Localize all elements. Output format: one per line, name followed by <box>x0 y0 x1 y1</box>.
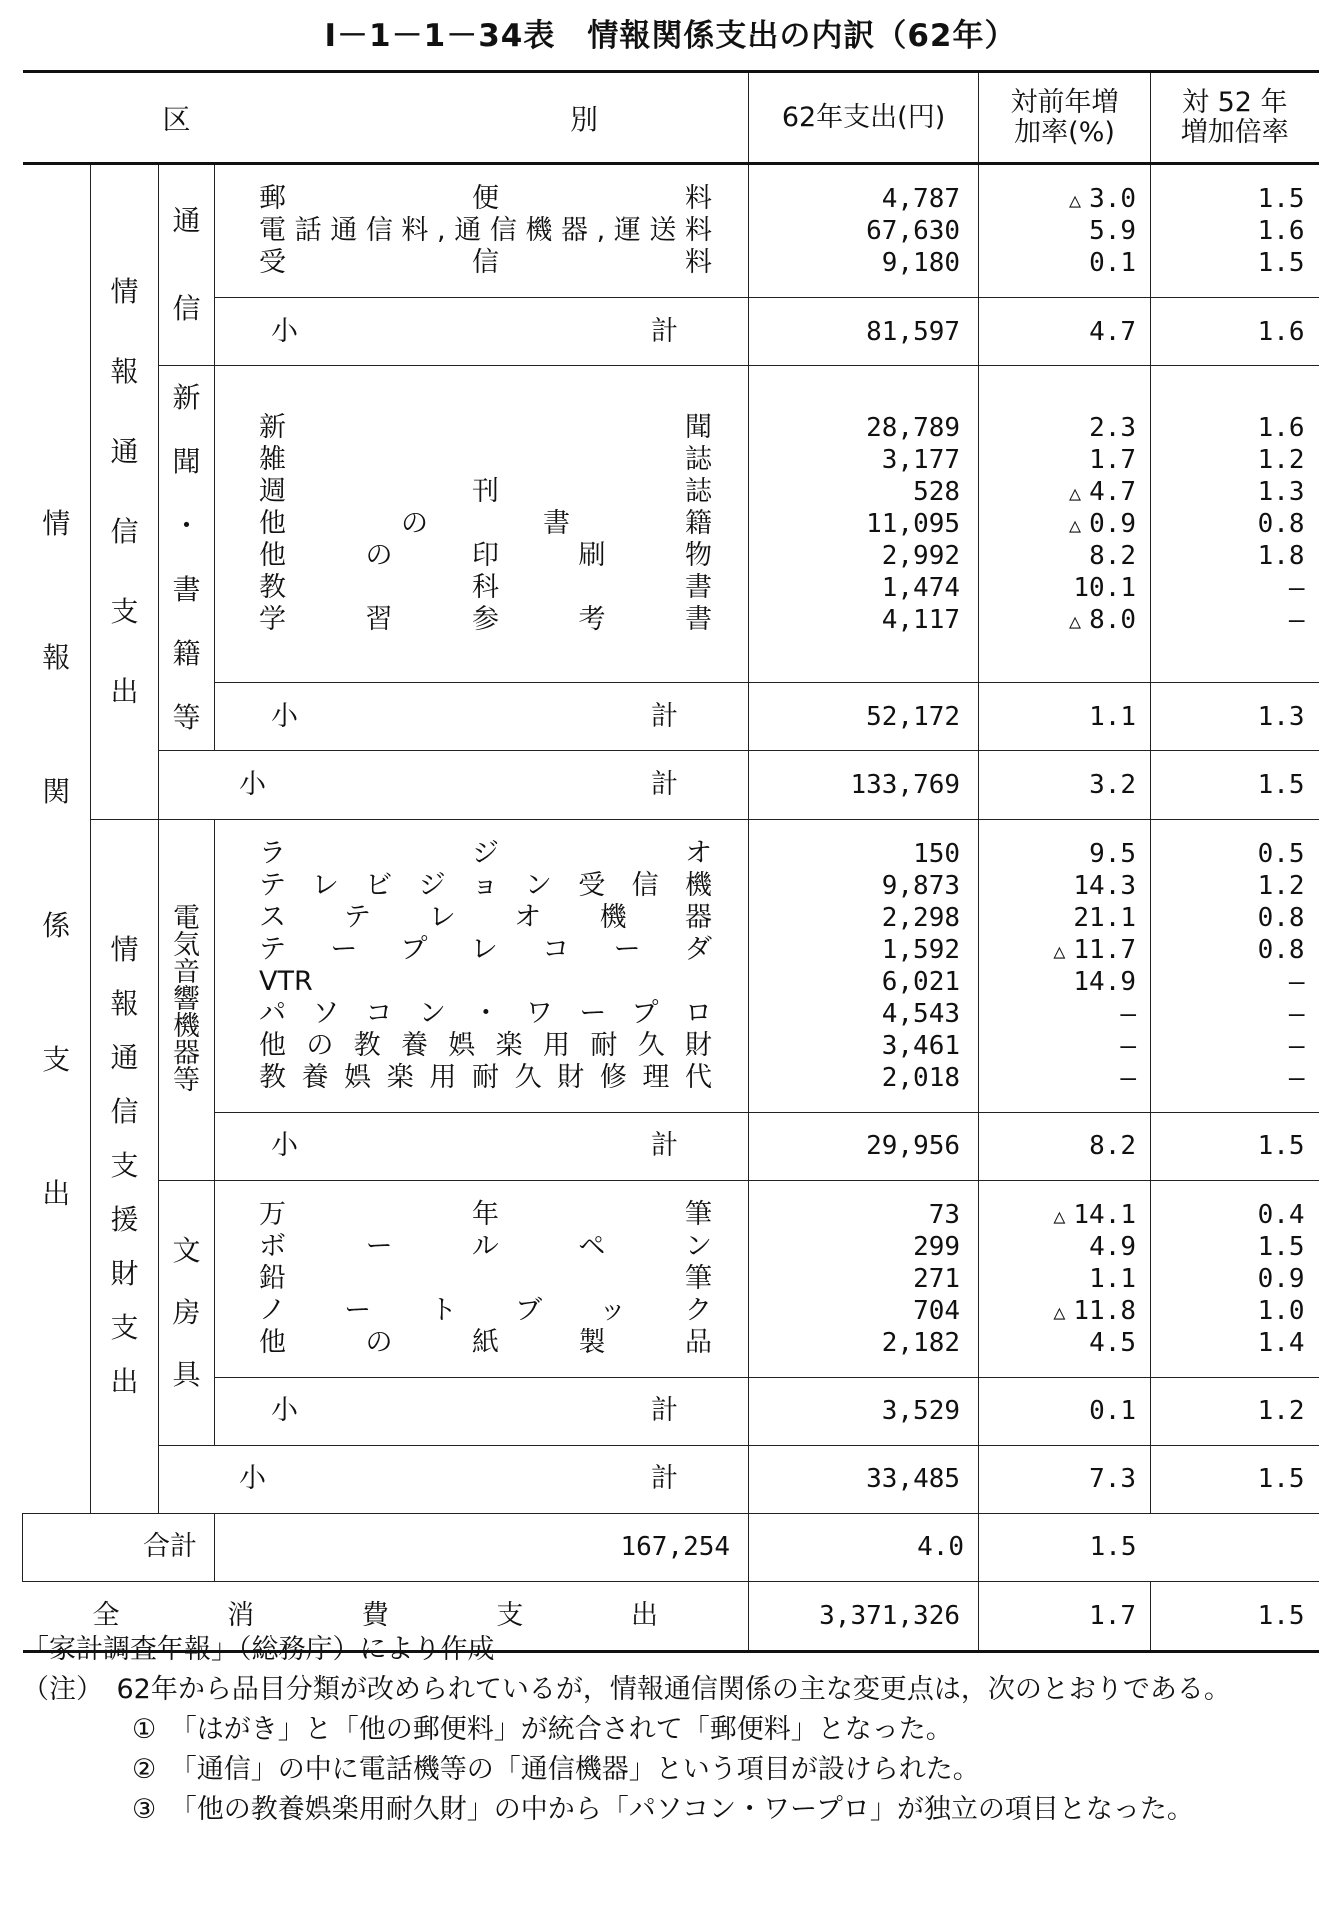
item-ratio: 0.5 <box>1257 838 1305 869</box>
item-name: 電話通信料,通信機器,運送料 <box>259 215 713 246</box>
support-subtotal-yoy: 7.3 <box>1089 1464 1137 1494</box>
item-ratio: 1.3 <box>1257 477 1305 507</box>
item-yoy: △ 4.7 <box>1069 477 1137 507</box>
support-subtotal-label: 小計 <box>159 1445 749 1513</box>
item-yoy: △ 8.0 <box>1069 605 1137 635</box>
vertical-label-char: 情 <box>110 933 139 966</box>
item-name: 鉛筆 <box>259 1262 713 1294</box>
vertical-label-char: 音 <box>173 957 200 988</box>
item-value: 299 <box>913 1231 961 1262</box>
note-text: 62年から品目分類が改められているが，情報通信関係の主な変更点は，次のとおりである。 <box>116 1674 1231 1705</box>
vertical-label-char: 関 <box>42 774 71 808</box>
item-ratio: ― <box>1288 1030 1305 1061</box>
grand-total-yoy: 4.0 <box>917 1532 965 1562</box>
news-subtotal-label: 小計 <box>215 683 749 751</box>
item-ratio: 1.0 <box>1257 1295 1305 1326</box>
elec-subtotal-label: 小計 <box>215 1112 749 1180</box>
item-name: ラジオ <box>259 837 713 869</box>
item-ratio: 1.5 <box>1257 184 1305 214</box>
comm-subtotal-value: 81,597 <box>866 316 961 347</box>
item-name: 新聞 <box>259 412 713 443</box>
news-subtotal-value: 52,172 <box>866 701 961 732</box>
vertical-label-char: 出 <box>42 1176 71 1210</box>
item-ratio: 1.6 <box>1257 413 1305 443</box>
all-consumption-value: 3,371,326 <box>819 1600 961 1631</box>
table-title: Ⅰ－1－1－34表 情報関係支出の内訳（62年） <box>324 18 1017 54</box>
stationery-items <box>215 1180 749 1377</box>
vertical-label-char: 電 <box>173 903 200 934</box>
comm-subtotal-ratio: 1.6 <box>1257 316 1305 347</box>
comm-values <box>749 164 979 298</box>
vertical-label-char: 支 <box>110 1311 139 1344</box>
item-name: ノートブック <box>259 1294 713 1326</box>
comm-subtotal-row <box>23 298 1319 366</box>
elec-items <box>215 819 749 1112</box>
support-subtotal-row <box>23 1445 1319 1513</box>
elec-subtotal-value: 29,956 <box>866 1131 961 1161</box>
info-comm-subtotal-value: 133,769 <box>850 769 961 800</box>
header-vs52 <box>1151 72 1319 164</box>
comm-group-row <box>23 164 1319 298</box>
vertical-label-char: 文 <box>172 1233 201 1267</box>
news-yoy <box>979 366 1151 683</box>
stationery-subtotal-ratio: 1.2 <box>1257 1396 1305 1426</box>
item-ratio: ― <box>1288 605 1305 635</box>
info-total-label <box>23 164 91 1514</box>
elec-ratio <box>1151 819 1319 1112</box>
source-note: 「家計調査年報」（総務庁）により作成 <box>22 1634 495 1665</box>
header-expenditure: 62年支出(円) <box>749 72 979 164</box>
item-ratio: 1.2 <box>1257 445 1305 475</box>
stationery-yoy <box>979 1180 1151 1377</box>
item-yoy: 14.3 <box>1073 870 1137 901</box>
news-subtotal-yoy: 1.1 <box>1089 701 1137 732</box>
news-values <box>749 366 979 683</box>
vertical-label-char: 出 <box>110 674 139 708</box>
item-yoy: 14.9 <box>1073 966 1137 997</box>
negative-triangle-icon: △ <box>1053 1203 1066 1228</box>
item-value: 3,461 <box>881 1030 961 1061</box>
item-ratio: ― <box>1288 1062 1305 1093</box>
item-ratio: 1.4 <box>1257 1327 1305 1358</box>
item-value: 2,182 <box>881 1327 961 1358</box>
support-subtotal-value: 33,485 <box>866 1464 961 1494</box>
item-ratio: ― <box>1288 966 1305 997</box>
item-name: 他の教養娯楽用耐久財 <box>259 1029 713 1061</box>
elec-group-row <box>23 819 1319 1112</box>
item-name: 教科書 <box>259 572 713 603</box>
item-value: 528 <box>913 477 961 507</box>
vertical-label-char: 支 <box>110 1149 139 1182</box>
elec-subtotal-ratio: 1.5 <box>1257 1131 1305 1161</box>
vertical-label-char: 等 <box>172 701 201 734</box>
support-label <box>91 819 159 1513</box>
info-comm-subtotal-yoy: 3.2 <box>1089 769 1137 800</box>
header-yoy-line1: 対前年増 <box>1010 86 1119 118</box>
item-yoy: 4.9 <box>1089 1231 1137 1262</box>
comm-subtotal-label: 小計 <box>215 298 749 366</box>
vertical-label-char: 気 <box>173 930 200 961</box>
vertical-label-char: 報 <box>110 987 139 1020</box>
item-ratio: ― <box>1288 573 1305 603</box>
comm-subtotal-yoy: 4.7 <box>1089 316 1137 347</box>
news-subtotal-row <box>23 683 1319 751</box>
item-name: ボールペン <box>259 1230 713 1262</box>
item-value: 4,117 <box>881 605 961 635</box>
item-value: 6,021 <box>881 966 961 997</box>
vertical-label-char: 通 <box>110 1041 139 1074</box>
header-row <box>23 72 1319 164</box>
item-yoy: 21.1 <box>1073 902 1137 933</box>
stationery-label <box>159 1180 215 1445</box>
item-yoy: △ 14.1 <box>1053 1199 1137 1230</box>
vertical-label-char: 籍 <box>172 637 201 670</box>
header-category-a: 区 <box>162 102 191 136</box>
comm-yoy <box>979 164 1151 298</box>
item-name: 教養娯楽用耐久財修理代 <box>259 1061 713 1093</box>
expenditure-table <box>22 70 1319 1653</box>
item-value: 150 <box>913 838 961 869</box>
support-subtotal-ratio: 1.5 <box>1257 1464 1305 1494</box>
elec-subtotal-row <box>23 1112 1319 1180</box>
item-ratio: 1.2 <box>1257 870 1305 901</box>
item-yoy: 2.3 <box>1089 413 1137 443</box>
vertical-label-char: ・ <box>172 509 201 542</box>
item-value: 1,474 <box>881 573 961 603</box>
vertical-label-char: 出 <box>110 1365 139 1398</box>
note-point-2: ② 「通信」の中に電話機等の「通信機器」という項目が設けられた。 <box>132 1754 980 1785</box>
info-comm-label <box>91 164 159 820</box>
note-point-1: ① 「はがき」と「他の郵便料」が統合されて「郵便料」となった。 <box>132 1714 953 1745</box>
negative-triangle-icon: △ <box>1053 938 1066 963</box>
vertical-label-char: 報 <box>110 354 139 388</box>
item-value: 3,177 <box>881 445 961 475</box>
vertical-label-char: 器 <box>173 1038 200 1069</box>
info-comm-subtotal-label: 小計 <box>159 751 749 819</box>
all-consumption-ratio: 1.5 <box>1257 1600 1305 1631</box>
header-category-b: 別 <box>570 102 599 136</box>
news-label <box>159 366 215 751</box>
item-ratio: 0.8 <box>1257 934 1305 965</box>
elec-subtotal-yoy: 8.2 <box>1089 1131 1137 1161</box>
item-yoy: 9.5 <box>1089 838 1137 869</box>
negative-triangle-icon: △ <box>1069 609 1082 633</box>
news-ratio <box>1151 366 1319 683</box>
item-ratio: 0.4 <box>1257 1199 1305 1230</box>
note-point-3: ③ 「他の教養娯楽用耐久財」の中から「パソコン・ワープロ」が独立の項目となった。 <box>132 1794 1194 1825</box>
item-name: テレビジョン受信機 <box>259 869 713 901</box>
item-yoy: 5.9 <box>1089 216 1137 246</box>
grand-total-row <box>23 1513 1319 1581</box>
vertical-label-char: 支 <box>110 594 139 628</box>
header-yoy-line2: 加率(%) <box>1014 116 1115 148</box>
note-label: （注） <box>22 1674 90 1705</box>
vertical-label-char: 具 <box>172 1357 201 1391</box>
vertical-label-char: 機 <box>173 1011 200 1042</box>
item-ratio: 0.9 <box>1257 1263 1305 1294</box>
stationery-group-row <box>23 1180 1319 1377</box>
negative-triangle-icon: △ <box>1069 481 1082 505</box>
elec-yoy <box>979 819 1151 1112</box>
item-value: 9,873 <box>881 870 961 901</box>
news-group-row <box>23 366 1319 683</box>
stationery-subtotal-yoy: 0.1 <box>1089 1396 1137 1426</box>
header-vs52-line2: 増加倍率 <box>1180 116 1289 148</box>
stationery-values <box>749 1180 979 1377</box>
item-name: ステレオ機器 <box>259 901 713 933</box>
vertical-label-char: 新 <box>172 381 201 414</box>
stationery-subtotal-label: 小計 <box>215 1377 749 1445</box>
item-name: VTR <box>259 965 313 997</box>
grand-total-value: 167,254 <box>620 1532 731 1562</box>
vertical-label-char: 等 <box>173 1065 200 1096</box>
vertical-label-char: 支 <box>42 1042 71 1076</box>
vertical-label-char: 報 <box>42 640 71 674</box>
item-value: 9,180 <box>881 248 961 278</box>
elec-values <box>749 819 979 1112</box>
vertical-label-char: 通 <box>172 204 201 237</box>
item-yoy: 10.1 <box>1073 573 1137 603</box>
item-ratio: 0.8 <box>1257 902 1305 933</box>
vertical-label-char: 響 <box>173 984 200 1015</box>
vertical-label-char: 聞 <box>172 445 201 478</box>
footer-notes <box>22 1630 1322 1830</box>
item-name: 週刊誌 <box>259 476 713 507</box>
item-value: 1,592 <box>881 934 961 965</box>
item-yoy: △ 0.9 <box>1069 509 1137 539</box>
vertical-label-char: 信 <box>110 1095 139 1128</box>
item-yoy: △ 11.7 <box>1053 934 1137 965</box>
item-name: 学習参考書 <box>259 604 713 635</box>
item-value: 73 <box>928 1199 961 1230</box>
item-name: 郵便料 <box>259 183 713 214</box>
all-consumption-label: 全消費支出 <box>92 1599 659 1631</box>
item-ratio: ― <box>1288 998 1305 1029</box>
stationery-subtotal-value: 3,529 <box>881 1396 961 1426</box>
vertical-label-char: 房 <box>172 1295 201 1329</box>
vertical-label-char: 援 <box>110 1203 139 1236</box>
vertical-label-char: 信 <box>172 292 201 325</box>
item-yoy: 8.2 <box>1089 541 1137 571</box>
grand-total-label: 合計 <box>23 1513 215 1581</box>
item-ratio: 1.5 <box>1257 1231 1305 1262</box>
negative-triangle-icon: △ <box>1053 1299 1066 1324</box>
info-comm-subtotal-row <box>23 751 1319 819</box>
grand-total-ratio: 1.5 <box>1089 1532 1137 1562</box>
vertical-label-char: 係 <box>42 908 71 942</box>
vertical-label-char: 通 <box>110 434 139 468</box>
item-value: 4,543 <box>881 998 961 1029</box>
item-value: 271 <box>913 1263 961 1294</box>
item-name: 雑誌 <box>259 444 713 475</box>
news-subtotal-ratio: 1.3 <box>1257 701 1305 732</box>
item-value: 28,789 <box>866 413 961 443</box>
item-yoy: ― <box>1120 1030 1137 1061</box>
item-value: 2,992 <box>881 541 961 571</box>
item-name: テープレコーダ <box>259 933 713 965</box>
item-ratio: 1.6 <box>1257 216 1305 246</box>
all-consumption-yoy: 1.7 <box>1089 1600 1137 1631</box>
item-value: 4,787 <box>881 184 961 214</box>
item-yoy: 1.1 <box>1089 1263 1137 1294</box>
item-ratio: 0.8 <box>1257 509 1305 539</box>
comm-items <box>215 164 749 298</box>
vertical-label-char: 情 <box>110 274 139 308</box>
header-vs52-line1: 対 52 年 <box>1182 86 1288 118</box>
item-yoy: △ 3.0 <box>1069 184 1137 214</box>
note-paragraph <box>22 1670 1322 1710</box>
stationery-subtotal-row <box>23 1377 1319 1445</box>
item-yoy: 0.1 <box>1089 248 1137 278</box>
item-value: 11,095 <box>866 509 961 539</box>
item-yoy: ― <box>1120 998 1137 1029</box>
item-name: パソコン・ワープロ <box>259 997 713 1029</box>
item-yoy: 1.7 <box>1089 445 1137 475</box>
stationery-ratio <box>1151 1180 1319 1377</box>
comm-label <box>159 164 215 366</box>
header-yoy <box>979 72 1151 164</box>
item-name: 他の書籍 <box>259 508 713 539</box>
item-ratio: 1.5 <box>1257 248 1305 278</box>
vertical-label-char: 信 <box>110 514 139 548</box>
negative-triangle-icon: △ <box>1069 188 1082 212</box>
item-name: 他の紙製品 <box>259 1326 713 1358</box>
item-name: 他の印刷物 <box>259 540 713 571</box>
info-comm-subtotal-ratio: 1.5 <box>1257 769 1305 800</box>
elec-label <box>159 819 215 1180</box>
item-yoy: △ 11.8 <box>1053 1295 1137 1326</box>
item-value: 67,630 <box>866 216 961 246</box>
comm-ratio <box>1151 164 1319 298</box>
item-value: 2,298 <box>881 902 961 933</box>
vertical-label-char: 情 <box>42 506 71 540</box>
item-yoy: ― <box>1120 1062 1137 1093</box>
item-ratio: 1.8 <box>1257 541 1305 571</box>
header-category <box>23 72 749 164</box>
negative-triangle-icon: △ <box>1069 513 1082 537</box>
item-value: 704 <box>913 1295 961 1326</box>
news-items <box>215 366 749 683</box>
item-yoy: 4.5 <box>1089 1327 1137 1358</box>
vertical-label-char: 書 <box>172 573 201 606</box>
item-name: 万年筆 <box>259 1198 713 1230</box>
item-value: 2,018 <box>881 1062 961 1093</box>
vertical-label-char: 財 <box>110 1257 139 1290</box>
item-name: 受信料 <box>259 247 713 278</box>
